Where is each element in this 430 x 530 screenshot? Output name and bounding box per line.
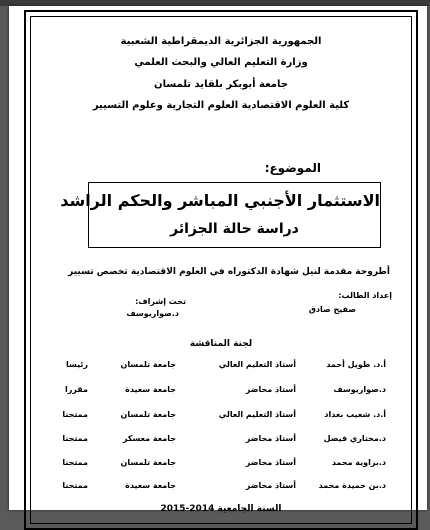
committee-row	[26, 458, 416, 472]
committee-title: لجنة المناقشة	[189, 339, 253, 349]
supervisor-label: تحت إشراف:	[135, 297, 186, 306]
member-role: رئيسا	[65, 360, 88, 369]
member-role: مقررا	[64, 385, 88, 394]
prepared-by-name: صفيح صادق	[308, 305, 356, 314]
member-rank: أستاذ التعليم العالي	[218, 360, 296, 369]
prepared-by-label: إعداد الطالب:	[338, 291, 392, 300]
member-university: جامعة تلمسان	[120, 360, 176, 369]
thesis-note: أطروحة مقدمة لنيل شهادة الدكتوراه في العلوم الاقتصادية تخصص تسيير	[68, 267, 390, 277]
header-republic: الجمهورية الجزائرية الديمقراطية الشعبية	[120, 36, 322, 47]
member-role: ممتحنا	[62, 458, 88, 467]
member-university: جامعة تلمسان	[120, 410, 176, 419]
member-name: أ.د. طويل أحمد	[326, 360, 386, 369]
member-name: أ.د. شعيب بغداد	[324, 410, 386, 419]
member-name: د.صواريوسف	[333, 385, 386, 394]
academic-year: السنة الجامعية 2014-2015	[160, 504, 282, 514]
member-name: د.بزاوية محمد	[331, 458, 386, 467]
member-university: جامعة معسكر	[122, 434, 176, 443]
member-role: ممتحنا	[62, 434, 88, 443]
member-role: ممتحنا	[62, 410, 88, 419]
committee-row	[26, 481, 416, 495]
member-university: جامعة تلمسان	[120, 458, 176, 467]
committee-row	[26, 434, 416, 448]
member-rank: أستاذ محاضر	[245, 385, 296, 394]
header-university: جامعة أبوبكر بلقايد تلمسان	[154, 79, 288, 90]
thesis-title-line1: الاستثمار الأجنبي المباشر والحكم الراشد	[60, 191, 380, 210]
committee-row	[26, 385, 416, 399]
committee-row	[26, 360, 416, 374]
header-ministry: وزارة التعليم العالي والبحث العلمي	[134, 57, 308, 68]
member-rank: أستاذ محاضر	[245, 434, 296, 443]
member-rank: أستاذ التعليم العالي	[218, 410, 296, 419]
topic-label: الموضوع:	[264, 161, 321, 175]
page-border-frame	[24, 10, 418, 530]
thesis-title-line2: دراسة حالة الجزائر	[170, 221, 299, 237]
supervisor-name: د.صواريوسف	[126, 309, 179, 318]
header-faculty: كلية العلوم الاقتصادية العلوم التجارية وعلوم التسيير	[92, 100, 350, 111]
member-rank: أستاذ محاضر	[245, 458, 296, 467]
member-rank: أستاذ محاضر	[245, 481, 296, 490]
document-page	[9, 6, 427, 514]
title-box	[60, 182, 381, 248]
member-name: د.مختاري فيصل	[323, 434, 386, 443]
committee-row	[26, 410, 416, 424]
member-university: جامعة سعيدة	[125, 481, 176, 490]
member-role: ممتحنا	[62, 481, 88, 490]
member-name: د.بن حميدة محمد	[318, 481, 386, 490]
member-university: جامعة سعيدة	[125, 385, 176, 394]
